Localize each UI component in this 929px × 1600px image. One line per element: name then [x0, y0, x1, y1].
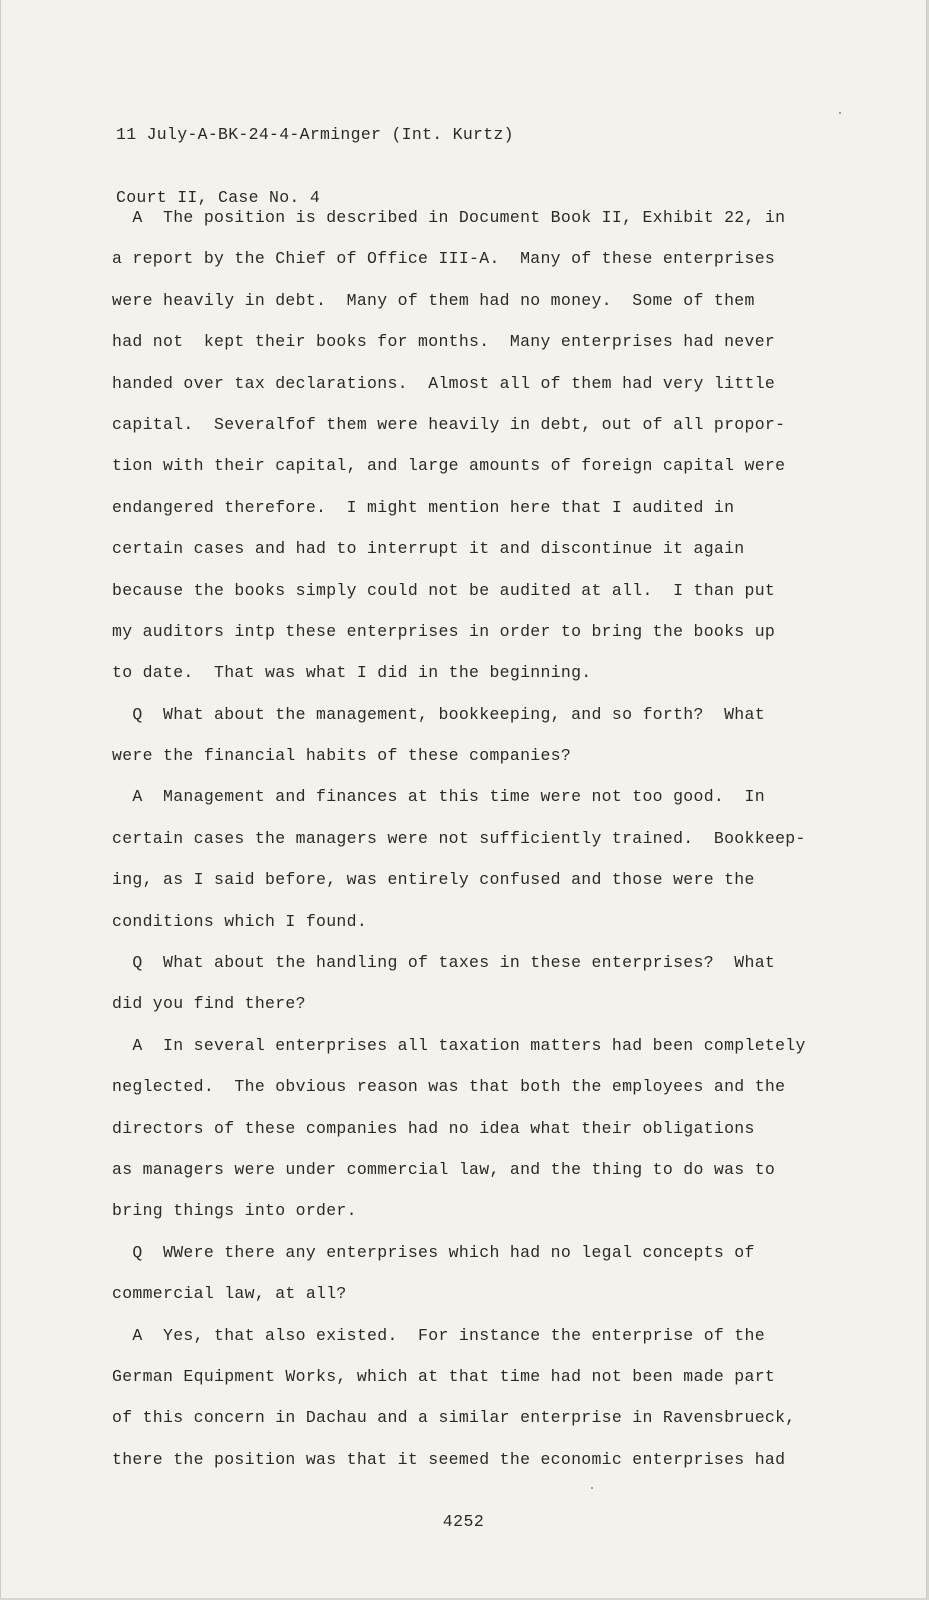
paper-speck — [839, 112, 841, 114]
text-line: ing, as I said before, was entirely confused and those were the — [112, 870, 755, 890]
text-line: my auditors intp these enterprises in order to bring the books up — [112, 621, 776, 641]
text-line: A The position is described in Document Book II, Exhibit 22, in — [112, 208, 786, 227]
text-line: certain cases the managers were not sufficiently trained. Bookkeep- — [112, 828, 806, 848]
text-line: German Equipment Works, which at that time had not been made part — [112, 1366, 776, 1386]
page-number: 4252 — [442, 1512, 485, 1531]
text-line: commercial law, at all? — [112, 1284, 347, 1304]
text-line: directors of these companies had no idea what their obligations — [112, 1118, 755, 1138]
text-line: Q What about the management, bookkeeping, and so forth? What — [112, 704, 765, 724]
text-line: a report by the Chief of Office III-A. Many of these enterprises — [112, 249, 776, 269]
text-line: A Management and finances at this time were not too good. In — [112, 787, 765, 807]
text-line: bring things into order. — [112, 1201, 357, 1221]
text-line: Q What about the handling of taxes in these enterprises? What — [112, 953, 776, 973]
text-line: there the position was that it seemed the economic enterprises had — [112, 1449, 786, 1469]
text-line: were heavily in debt. Many of them had no money. Some of them — [112, 290, 755, 310]
header-line-2: Court II, Case No. 4 — [116, 188, 321, 207]
text-line: handed over tax declarations. Almost all of them had very little — [112, 373, 776, 393]
text-line: as managers were under commercial law, and the thing to do was to — [112, 1159, 776, 1179]
text-line: were the financial habits of these companies? — [112, 746, 572, 766]
text-line: because the books simply could not be audited at all. I than put — [112, 580, 776, 600]
text-line: neglected. The obvious reason was that both the employees and the — [112, 1077, 786, 1097]
text-line: Q WWere there any enterprises which had no legal concepts of — [112, 1242, 755, 1262]
paper-speck — [591, 1487, 593, 1489]
text-line: of this concern in Dachau and a similar enterprise in Ravensbrueck, — [112, 1408, 796, 1428]
text-line: A Yes, that also existed. For instance the enterprise of the — [112, 1325, 765, 1345]
header-line-1: 11 July-A-BK-24-4-Arminger (Int. Kurtz) — [116, 125, 514, 144]
text-line: did you find there? — [112, 994, 306, 1014]
text-line: conditions which I found. — [112, 911, 368, 931]
text-line: A In several enterprises all taxation matters had been completely — [112, 1035, 806, 1055]
transcript-body — [112, 207, 812, 1490]
text-line: capital. Severalfof them were heavily in debt, out of all propor- — [112, 414, 786, 434]
text-line: had not kept their books for months. Many enterprises had never — [112, 332, 776, 352]
text-line: certain cases and had to interrupt it and discontinue it again — [112, 539, 745, 559]
text-line: to date. That was what I did in the beginning. — [112, 663, 592, 683]
text-line: endangered therefore. I might mention here that I audited in — [112, 497, 735, 517]
text-line: tion with their capital, and large amounts of foreign capital were — [112, 456, 786, 476]
